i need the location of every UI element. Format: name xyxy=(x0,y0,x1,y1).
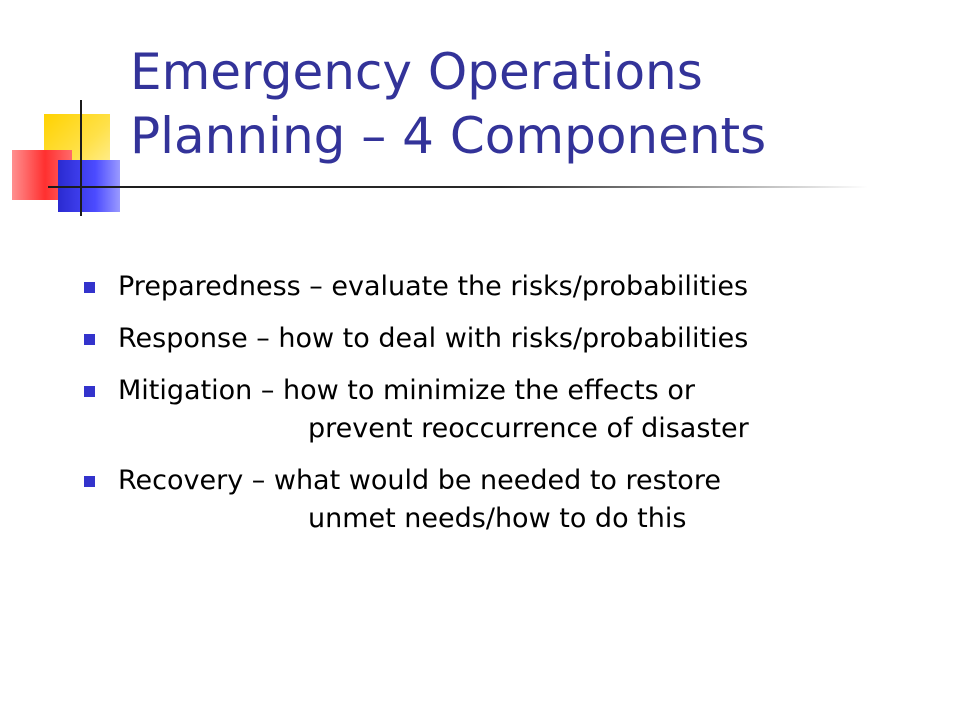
bullet-list xyxy=(84,268,924,552)
square-bullet-icon xyxy=(84,476,95,487)
square-bullet-icon xyxy=(84,282,95,293)
bullet-text: Response – how to deal with risks/probabilities xyxy=(118,323,749,354)
square-bullet-icon xyxy=(84,334,95,345)
bullet-item-mitigation xyxy=(84,372,924,448)
vertical-rule xyxy=(80,100,82,216)
bullet-text: Recovery – what would be needed to restore xyxy=(118,465,721,496)
title-line-1: Emergency Operations xyxy=(130,43,703,101)
corner-ornament xyxy=(0,0,150,230)
bullet-item-response xyxy=(84,320,924,358)
slide-title xyxy=(130,40,930,168)
bullet-item-recovery xyxy=(84,462,924,538)
title-line-2: Planning – 4 Components xyxy=(130,107,767,165)
square-bullet-icon xyxy=(84,386,95,397)
bullet-text-continued: prevent reoccurrence of disaster xyxy=(308,413,749,444)
bullet-text-continued: unmet needs/how to do this xyxy=(308,503,687,534)
bullet-item-preparedness xyxy=(84,268,924,306)
bullet-text: Mitigation – how to minimize the effects or xyxy=(118,375,695,406)
bullet-text: Preparedness – evaluate the risks/probabilities xyxy=(118,271,749,302)
title-underline-rule xyxy=(48,186,868,188)
